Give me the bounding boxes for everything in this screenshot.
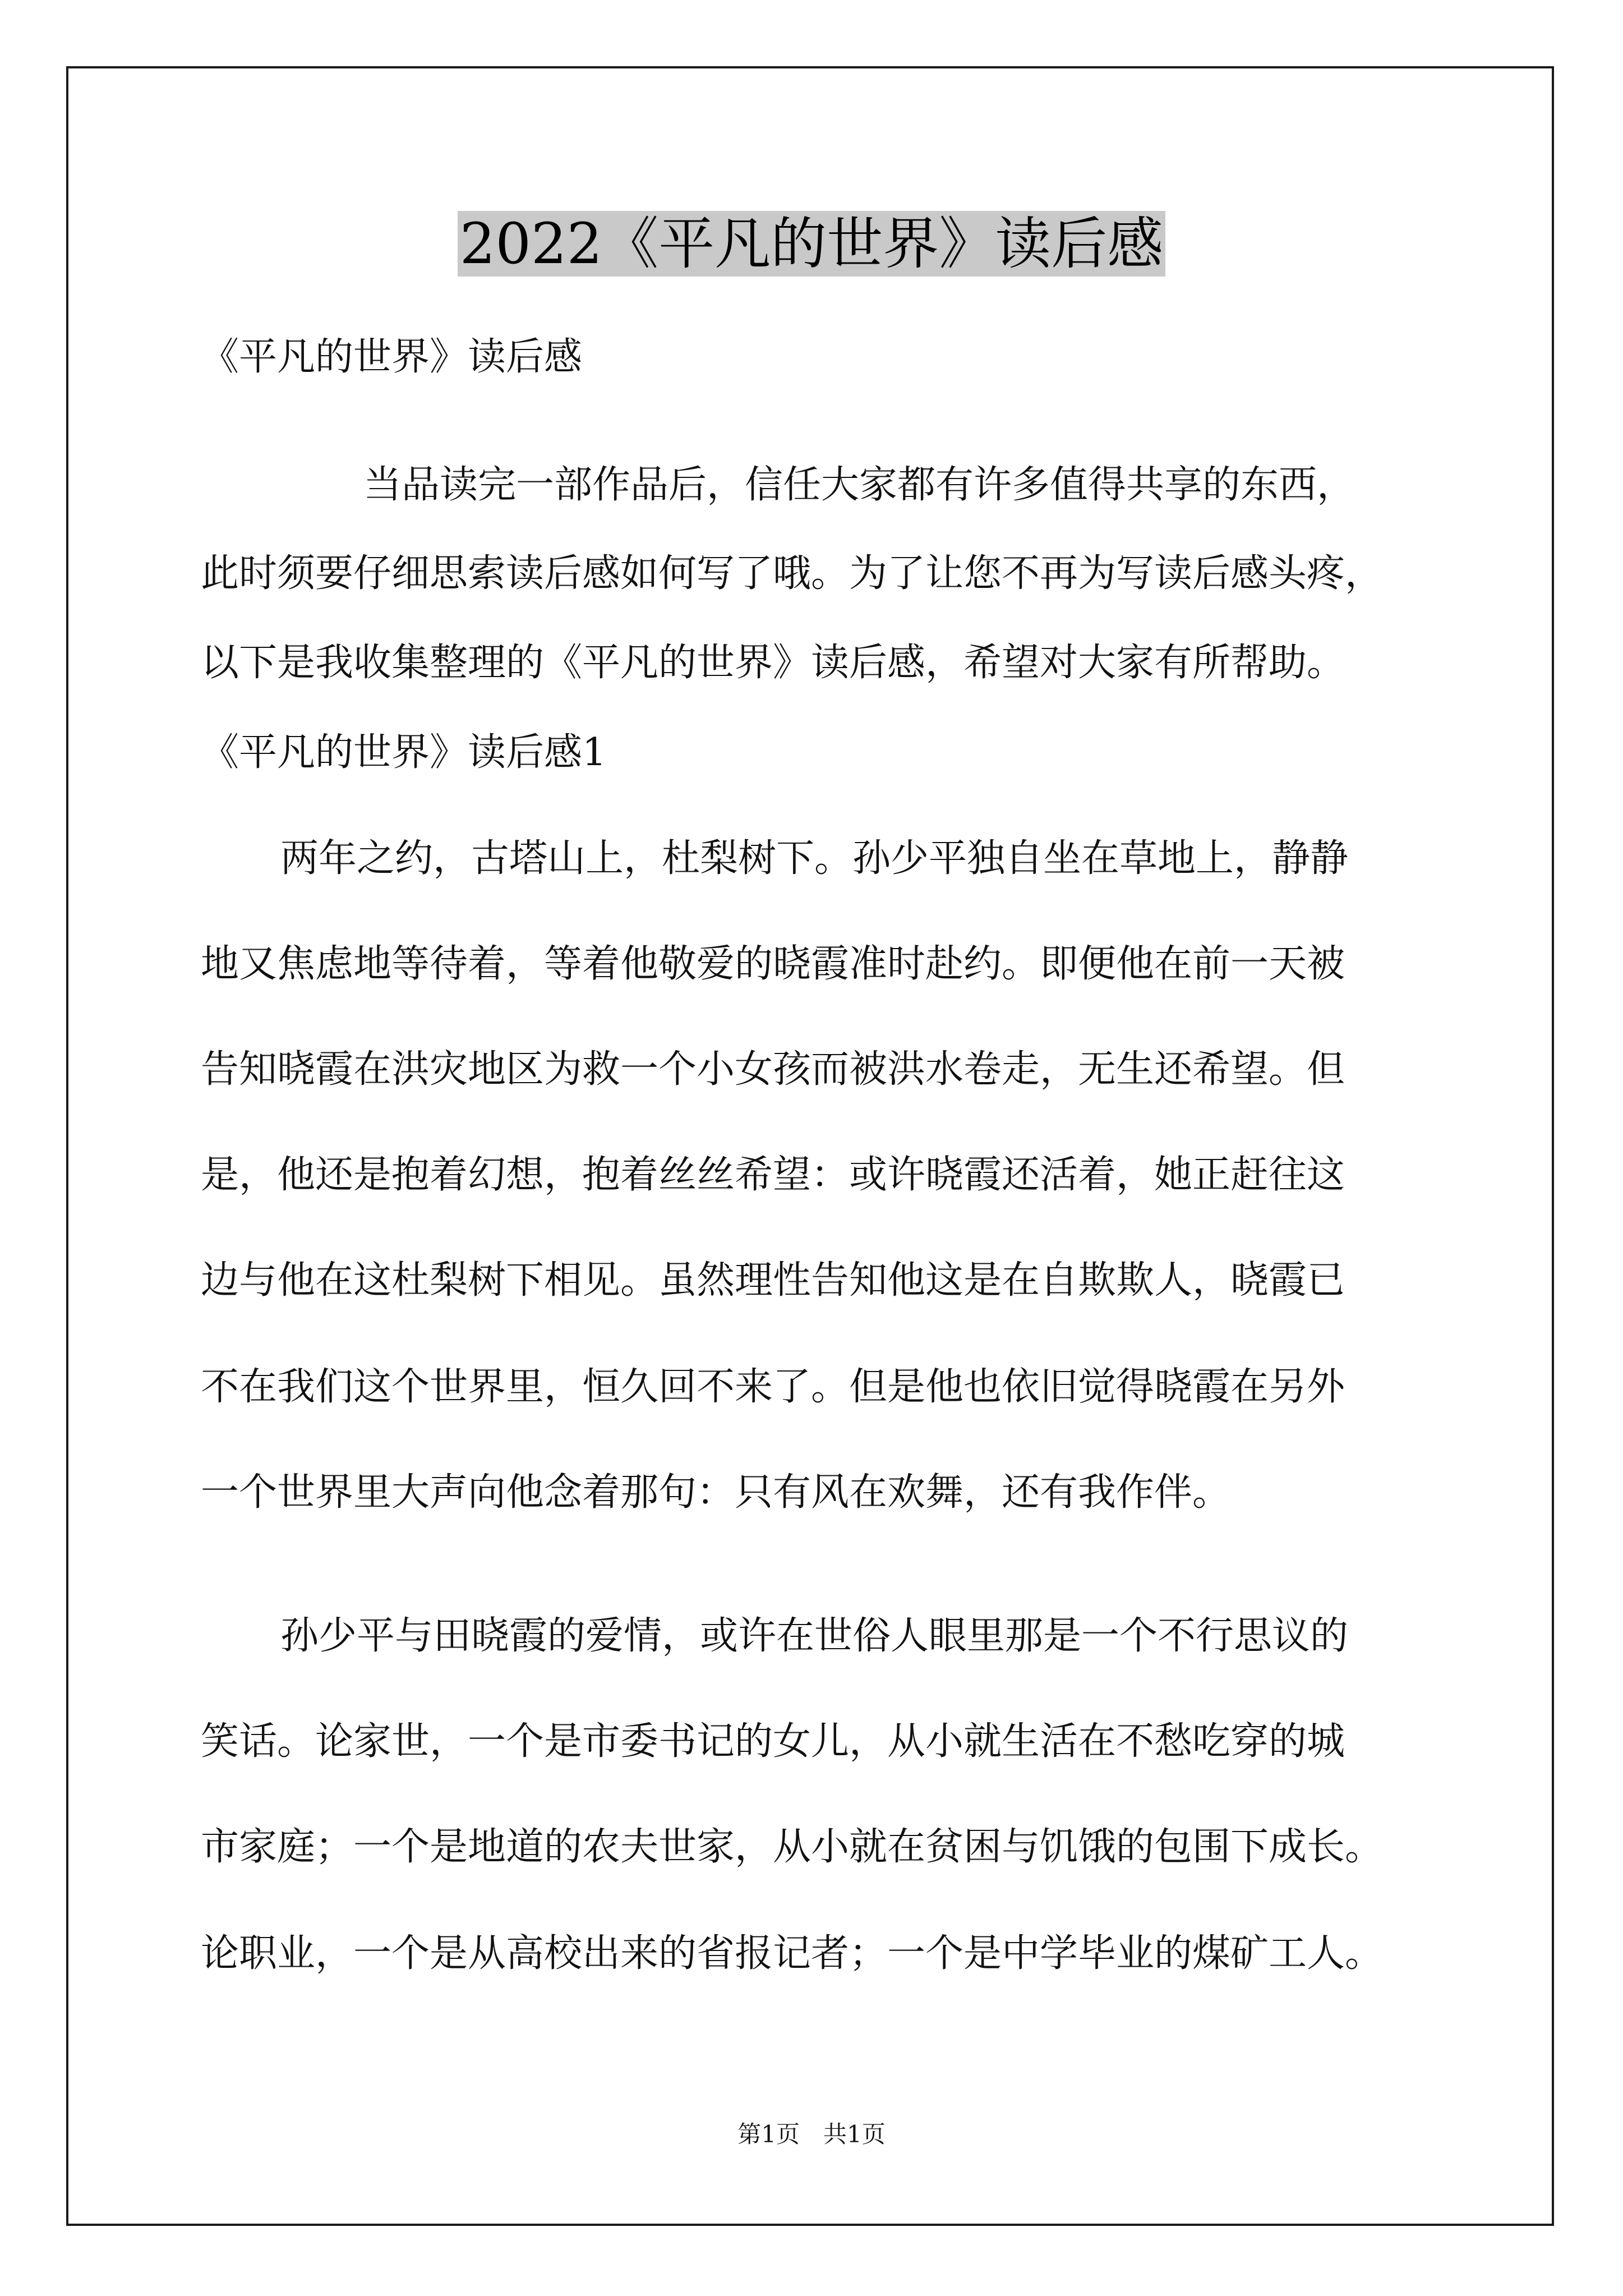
- body-line: 笑话。论家世，一个是市委书记的女儿，从小就生活在不愁吃穿的城: [201, 1719, 1345, 1764]
- intro-line: 此时须要仔细思索读后感如何写了哦。为了让您不再为写读后感头疼，: [201, 551, 1384, 596]
- document-title: [0, 205, 1623, 283]
- body-line: 不在我们这个世界里，恒久回不来了。但是他也依旧觉得晓霞在另外: [201, 1365, 1345, 1409]
- body-line: 论职业，一个是从高校出来的省报记者；一个是中学毕业的煤矿工人。: [201, 1931, 1384, 1976]
- body-line: 边与他在这杜梨树下相见。虽然理性告知他这是在自欺欺人，晓霞已: [201, 1258, 1345, 1303]
- intro-line: 当品读完一部作品后，信任大家都有许多值得共享的东西，: [363, 463, 1355, 507]
- section-heading: 《平凡的世界》读后感1: [201, 730, 607, 775]
- intro-line: 以下是我收集整理的《平凡的世界》读后感，希望对大家有所帮助。: [201, 641, 1345, 685]
- body-line: 市家庭；一个是地道的农夫世家，从小就在贫困与饥饿的包围下成长。: [201, 1825, 1384, 1869]
- body-line: 告知晓霞在洪灾地区为救一个小女孩而被洪水卷走，无生还希望。但: [201, 1047, 1345, 1092]
- body-line: 一个世界里大声向他念着那句：只有风在欢舞，还有我作伴。: [201, 1470, 1231, 1515]
- document-title-text: 2022《平凡的世界》读后感: [458, 211, 1166, 277]
- body-line: 地又焦虑地等待着，等着他敬爱的晓霞准时赴约。即便他在前一天被: [201, 942, 1345, 986]
- body-line: 是，他还是抱着幻想，抱着丝丝希望：或许晓霞还活着，她正赶往这: [201, 1153, 1345, 1197]
- page-footer: 第1页 共1页: [737, 2120, 886, 2148]
- body-line: 孙少平与田晓霞的爱情，或许在世俗人眼里那是一个不行思议的: [280, 1614, 1349, 1658]
- subtitle-line: 《平凡的世界》读后感: [201, 335, 583, 379]
- page-border: [66, 66, 1554, 2226]
- body-line: 两年之约，古塔山上，杜梨树下。孙少平独自坐在草地上，静静: [280, 836, 1349, 881]
